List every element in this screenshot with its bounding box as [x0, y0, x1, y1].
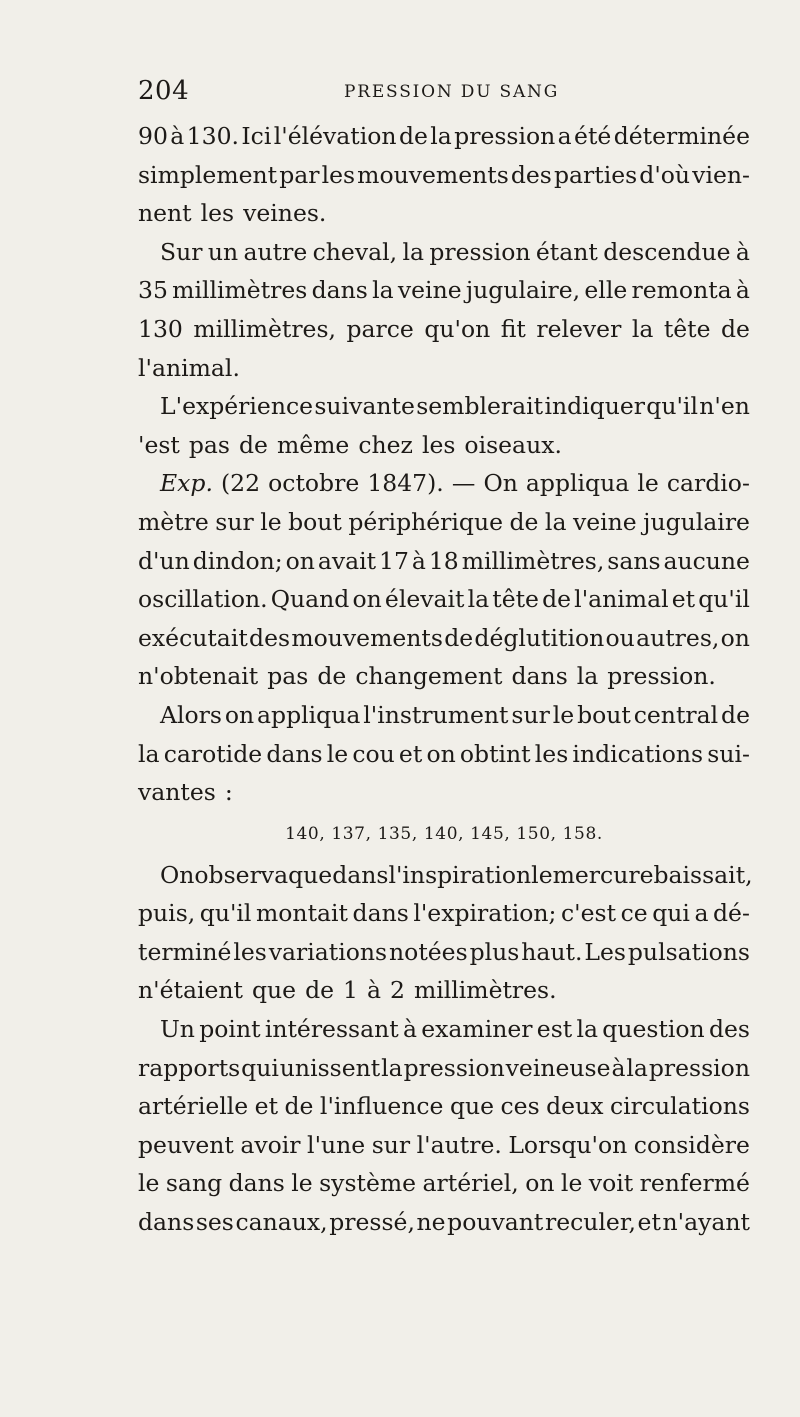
- running-head: PRESSION DU SANG: [344, 82, 560, 102]
- word: l'élévation: [273, 122, 397, 150]
- word: n'obtenait: [138, 662, 259, 691]
- word: jugulaire,: [465, 276, 581, 305]
- word: plus: [469, 937, 520, 966]
- word: pression.: [607, 662, 716, 691]
- word: d'un: [138, 546, 190, 575]
- word: mouvements: [357, 160, 509, 189]
- word: à: [611, 1053, 626, 1082]
- word: à: [735, 276, 750, 305]
- word: à: [402, 1015, 417, 1044]
- word: que: [251, 976, 297, 1005]
- text-line: [138, 1203, 750, 1242]
- word: indiquer: [544, 392, 645, 421]
- word: ou: [605, 623, 635, 652]
- text-line: [138, 1049, 750, 1088]
- word: 130: [138, 314, 183, 343]
- word: par: [279, 160, 320, 189]
- word: des: [510, 160, 552, 189]
- word: n'étaient: [138, 976, 243, 1005]
- word: cou: [352, 739, 395, 768]
- word: appliqua: [257, 700, 361, 729]
- word: On: [483, 469, 518, 498]
- word: même: [276, 430, 350, 459]
- word: à: [735, 237, 750, 266]
- text-line: [138, 117, 750, 156]
- word: deux: [546, 1092, 604, 1121]
- word: et: [398, 739, 423, 768]
- word: de: [317, 662, 347, 691]
- word: parties: [553, 160, 638, 189]
- word: le: [260, 507, 282, 536]
- text-line: [138, 773, 750, 812]
- word: a: [694, 899, 709, 928]
- word: simplement: [138, 160, 278, 189]
- word: point: [199, 1015, 261, 1044]
- word: la: [381, 1053, 403, 1082]
- word: qui: [652, 899, 690, 928]
- word: qu'il: [698, 585, 750, 614]
- word: peuvent: [138, 1130, 234, 1159]
- text-line: [138, 971, 750, 1010]
- text-line: [138, 1126, 750, 1165]
- word: variations: [268, 937, 388, 966]
- pressure-values-line: 140, 137, 135, 140, 145, 150, 158.: [285, 823, 603, 844]
- word: ne: [416, 1208, 446, 1237]
- word: autre: [243, 237, 308, 266]
- word: rapports: [138, 1053, 241, 1082]
- word: sang: [165, 1169, 223, 1198]
- word: et: [254, 1092, 279, 1121]
- word: de: [305, 976, 335, 1005]
- word: question: [602, 1015, 705, 1044]
- word: la: [631, 314, 654, 343]
- word: à: [366, 976, 381, 1005]
- word: les: [200, 199, 235, 228]
- word: périphérique: [348, 507, 503, 536]
- word: de: [284, 1092, 314, 1121]
- text-line: [138, 696, 750, 735]
- word: avoir: [240, 1130, 301, 1159]
- word: le: [531, 860, 553, 889]
- word: Sur: [160, 237, 203, 266]
- word: des: [708, 1015, 750, 1044]
- word: unissent: [279, 1053, 381, 1082]
- word: —: [451, 469, 476, 498]
- word: sur: [511, 700, 550, 729]
- word: changement: [355, 662, 503, 691]
- word: on: [285, 546, 315, 575]
- text-line: [138, 503, 750, 542]
- word: le: [291, 1169, 313, 1198]
- word: reculer,: [544, 1208, 636, 1237]
- word: élevait: [384, 585, 465, 614]
- word: dans: [138, 1208, 195, 1237]
- word: de: [239, 430, 268, 459]
- word: déterminée: [613, 122, 750, 150]
- word: 1: [343, 976, 358, 1005]
- word: que: [288, 860, 333, 889]
- word: l'une: [307, 1130, 366, 1159]
- word: dans: [511, 662, 568, 691]
- word: a: [557, 122, 572, 150]
- word: terminé: [138, 937, 232, 966]
- page-number: 204: [138, 76, 190, 106]
- word: le: [326, 739, 349, 768]
- word: sur: [215, 507, 254, 536]
- word: pression: [403, 1053, 505, 1082]
- word: que: [449, 1092, 495, 1121]
- word: de: [721, 700, 750, 729]
- word: millimètres.: [413, 976, 557, 1005]
- word: la: [626, 1053, 648, 1082]
- word: l'autre.: [416, 1130, 502, 1159]
- word: Alors: [160, 700, 222, 729]
- word: cardio-: [666, 469, 750, 498]
- text-line: [138, 156, 750, 195]
- word: sui-: [707, 739, 750, 768]
- word: aucune: [663, 546, 750, 575]
- word: L'expérience: [160, 392, 314, 421]
- word: étant: [535, 237, 598, 266]
- word: pulsations: [627, 937, 750, 966]
- text-line: [138, 464, 750, 503]
- word: fit: [500, 314, 526, 343]
- word: la: [576, 662, 599, 691]
- word: les: [321, 160, 356, 189]
- word: on: [352, 585, 382, 614]
- word: d'où: [639, 160, 691, 189]
- word: c'est: [560, 899, 617, 928]
- word: l'instrument: [363, 700, 509, 729]
- text-line: [138, 894, 750, 933]
- word: le: [552, 700, 575, 729]
- word: déglutition: [474, 623, 605, 652]
- word: dans: [228, 1169, 285, 1198]
- word: mercure: [552, 860, 654, 889]
- word: à: [170, 122, 185, 150]
- word: :: [224, 778, 233, 807]
- text-line: [138, 619, 750, 658]
- word: on: [720, 623, 750, 652]
- word: la: [402, 237, 424, 266]
- word: l'animal.: [138, 353, 240, 382]
- word: haut.: [521, 937, 583, 966]
- word: millimètres: [172, 276, 308, 305]
- word: de: [398, 122, 428, 150]
- word: artérielle: [138, 1092, 249, 1121]
- word: autres,: [636, 623, 720, 652]
- word: à: [411, 546, 426, 575]
- word: avait: [317, 546, 377, 575]
- word: semblerait: [416, 392, 544, 421]
- word: de: [444, 623, 474, 652]
- word: on: [426, 739, 456, 768]
- word: suivante: [314, 392, 415, 421]
- word: de: [542, 585, 572, 614]
- word: le: [637, 469, 659, 498]
- word: exécutait: [138, 623, 248, 652]
- word: vantes: [138, 778, 216, 807]
- word: Exp.: [160, 469, 213, 498]
- word: pression: [429, 237, 531, 266]
- word: indications: [572, 739, 704, 768]
- word: un: [207, 237, 239, 266]
- word: notées: [389, 937, 468, 966]
- word: qu'il: [646, 392, 698, 421]
- word: et: [671, 585, 696, 614]
- word: 17: [379, 546, 409, 575]
- text-line: [138, 1087, 750, 1126]
- word: été: [574, 122, 612, 150]
- word: montait: [256, 899, 348, 928]
- word: observa: [194, 860, 289, 889]
- word: bout: [577, 700, 631, 729]
- word: dans: [352, 899, 409, 928]
- word: nent: [138, 199, 192, 228]
- text-line: [138, 1164, 750, 1203]
- word: la: [467, 585, 490, 614]
- word: vien-: [692, 160, 750, 189]
- word: veines.: [243, 199, 327, 228]
- word: dans: [311, 276, 368, 305]
- word: dé-: [713, 899, 750, 928]
- word: examiner: [421, 1015, 533, 1044]
- word: mètre: [138, 507, 209, 536]
- word: la: [430, 122, 452, 150]
- word: Lorsqu'on: [508, 1130, 628, 1159]
- word: baissait,: [653, 860, 753, 889]
- word: la: [576, 1015, 599, 1044]
- word: et: [637, 1208, 661, 1237]
- word: central: [633, 700, 719, 729]
- text-line: [138, 542, 750, 581]
- word: pression: [648, 1053, 750, 1082]
- word: dans: [266, 739, 323, 768]
- word: veine: [572, 507, 637, 536]
- word: l'expiration;: [413, 899, 557, 928]
- word: est: [536, 1015, 573, 1044]
- word: 1847).: [367, 469, 444, 498]
- body-text: [138, 117, 753, 1242]
- word: ce: [620, 899, 648, 928]
- word: de: [721, 314, 750, 343]
- text-line: [138, 933, 750, 972]
- word: les: [233, 937, 267, 966]
- word: pas: [188, 430, 230, 459]
- word: millimètres,: [193, 314, 336, 343]
- text-line: [138, 349, 750, 388]
- word: octobre: [268, 469, 360, 498]
- word: qu'il: [199, 899, 252, 928]
- word: tête: [663, 314, 711, 343]
- word: la: [544, 507, 567, 536]
- word: n'ayant: [662, 1208, 750, 1237]
- word: 2: [389, 976, 405, 1005]
- word: la: [138, 739, 160, 768]
- word: relever: [536, 314, 622, 343]
- text-line: [138, 310, 750, 349]
- word: parce: [346, 314, 414, 343]
- word: cheval,: [312, 237, 398, 266]
- word: Ici: [241, 122, 272, 150]
- word: millimètres,: [461, 546, 605, 575]
- word: elle: [584, 276, 628, 305]
- text-line: [138, 387, 750, 426]
- word: considère: [633, 1130, 750, 1159]
- word: ces: [500, 1092, 540, 1121]
- text-line: [138, 194, 750, 233]
- word: intéressant: [264, 1015, 399, 1044]
- text-line: [138, 856, 753, 895]
- word: renfermé: [639, 1169, 750, 1198]
- text-line: [138, 735, 750, 774]
- word: jugulaire: [643, 507, 750, 536]
- word: remonta: [631, 276, 732, 305]
- word: 130.: [186, 122, 239, 150]
- word: n'en: [699, 392, 750, 421]
- word: artériel,: [422, 1169, 519, 1198]
- word: bout: [288, 507, 342, 536]
- word: 90: [138, 122, 168, 150]
- word: l'inspiration: [388, 860, 532, 889]
- word: veineuse: [505, 1053, 611, 1082]
- word: sur: [371, 1130, 411, 1159]
- word: pouvant: [447, 1208, 544, 1237]
- word: pas: [267, 662, 309, 691]
- text-line: [138, 1010, 750, 1049]
- text-line: [138, 580, 750, 619]
- word: On: [160, 860, 195, 889]
- word: qu'on: [424, 314, 491, 343]
- word: on: [525, 1169, 555, 1198]
- word: canaux,: [235, 1208, 328, 1237]
- word: pressé,: [329, 1208, 415, 1237]
- text-line: [138, 271, 750, 310]
- word: de: [509, 507, 539, 536]
- word: circulations: [609, 1092, 750, 1121]
- word: on: [224, 700, 255, 729]
- word: appliqua: [525, 469, 630, 498]
- word: les: [421, 430, 456, 459]
- word: le: [138, 1169, 160, 1198]
- text-line: [138, 426, 750, 465]
- word: 'est: [138, 430, 180, 459]
- word: système: [319, 1169, 417, 1198]
- word: qui: [241, 1053, 279, 1082]
- word: (22: [221, 469, 261, 498]
- page-header: [138, 76, 738, 108]
- word: la: [372, 276, 394, 305]
- word: sans: [607, 546, 661, 575]
- word: veine: [397, 276, 462, 305]
- word: 35: [138, 276, 168, 305]
- word: Un: [160, 1015, 195, 1044]
- word: puis,: [138, 899, 196, 928]
- word: 18: [428, 546, 459, 575]
- word: dans: [332, 860, 389, 889]
- word: ses: [195, 1208, 234, 1237]
- word: le: [560, 1169, 583, 1198]
- word: mouvements: [291, 623, 443, 652]
- word: chez: [358, 430, 413, 459]
- word: Les: [584, 937, 626, 966]
- word: dindon;: [192, 546, 283, 575]
- word: l'influence: [319, 1092, 444, 1121]
- word: pression: [454, 122, 556, 150]
- word: des: [249, 623, 291, 652]
- word: descendue: [603, 237, 731, 266]
- word: les: [534, 739, 569, 768]
- text-line: [138, 233, 750, 272]
- word: l'animal: [574, 585, 669, 614]
- word: obtint: [459, 739, 531, 768]
- word: oiseaux.: [464, 430, 562, 459]
- word: Quand: [270, 585, 350, 614]
- word: carotide: [163, 739, 263, 768]
- word: voit: [588, 1169, 634, 1198]
- word: oscillation.: [138, 585, 268, 614]
- word: tête: [492, 585, 539, 614]
- text-line: [138, 657, 750, 696]
